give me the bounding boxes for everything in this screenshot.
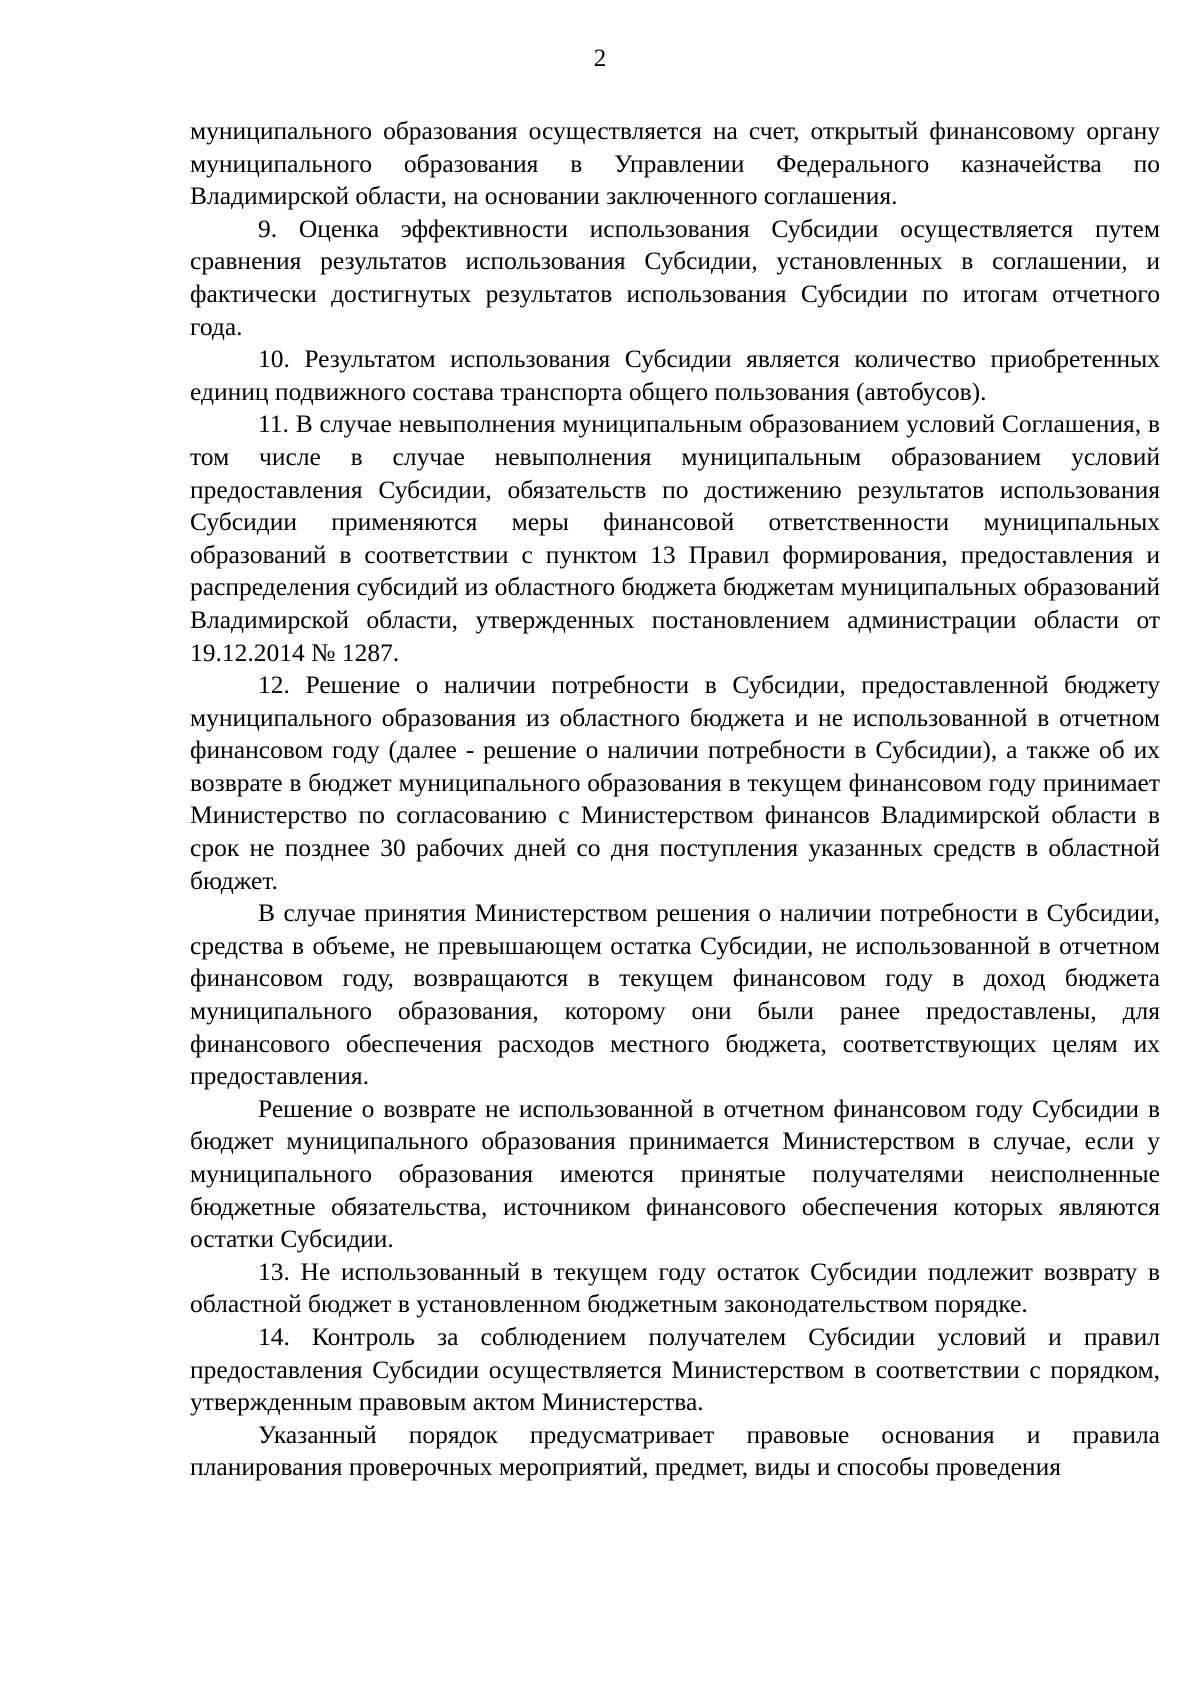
paragraph-continuation: муниципального образования осуществляется на счет, открытый финансовому органу муниципального образования в Управлении Федерального казначейства по Владимирской области, на основании заключенного соглашения.	[190, 116, 1160, 211]
paragraph-item-14-procedure: Указанный порядок предусматривает правовые основания и правила планирования проверочных мероприятий, предмет, виды и способы проведения	[190, 1419, 1160, 1482]
page-number: 2	[593, 45, 607, 72]
paragraph-item-9: 9. Оценка эффективности использования Субсидии осуществляется путем сравнения результатов использования Субсидии, установленных в соглашении, и фактически достигнутых результатов использования Субсидии по итогам отчетного года.	[190, 213, 1160, 341]
paragraph-item-13: 13. Не использованный в текущем году остаток Субсидии подлежит возврату в областной бюджет в установленном бюджетным законодательством порядке.	[190, 1256, 1160, 1319]
paragraph-item-12-decision-need: В случае принятия Министерством решения о наличии потребности в Субсидии, средства в объеме, не превышающем остатка Субсидии, не использованной в отчетном финансовом году, возвращаются в текущем финансовом году в доход бюджета муниципального образования, которому они были ранее предоставлены, для финансового обеспечения расходов местного бюджета, соответствующих целям их предоставления.	[190, 898, 1160, 1091]
paragraph-item-14: 14. Контроль за соблюдением получателем Субсидии условий и правил предоставления Субсидии осуществляется Министерством в соответствии с порядком, утвержденным правовым актом Министерства.	[190, 1321, 1160, 1417]
document-body	[190, 115, 1160, 1484]
paragraph-item-11: 11. В случае невыполнения муниципальным образованием условий Соглашения, в том числе в случае невыполнения муниципальным образованием условий предоставления Субсидии, обязательств по достижению результатов использования Субсидии применяются меры финансовой ответственности муниципальных образований в соответствии с пунктом 13 Правил формирования, предоставления и распределения субсидий из областного бюджета бюджетам муниципальных образований Владимирской области, утвержденных постановлением администрации области от 19.12.2014 № 1287.	[190, 409, 1160, 667]
paragraph-item-12: 12. Решение о наличии потребности в Субсидии, предоставленной бюджету муниципального образования из областного бюджета и не использованной в отчетном финансовом году (далее - решение о наличии потребности в Субсидии), а также об их возврате в бюджет муниципального образования в текущем финансовом году принимает Министерство по согласованию с Министерством финансов Владимирской области в срок не позднее 30 рабочих дней со дня поступления указанных средств в областной бюджет.	[190, 670, 1160, 895]
paragraph-item-12-decision-return: Решение о возврате не использованной в отчетном финансовом году Субсидии в бюджет муниципального образования принимается Министерством в случае, если у муниципального образования имеются принятые получателями неисполненные бюджетные обязательства, источником финансового обеспечения которых являются остатки Субсидии.	[190, 1093, 1160, 1254]
paragraph-item-10: 10. Результатом использования Субсидии является количество приобретенных единиц подвижного состава транспорта общего пользования (автобусов).	[190, 344, 1160, 406]
